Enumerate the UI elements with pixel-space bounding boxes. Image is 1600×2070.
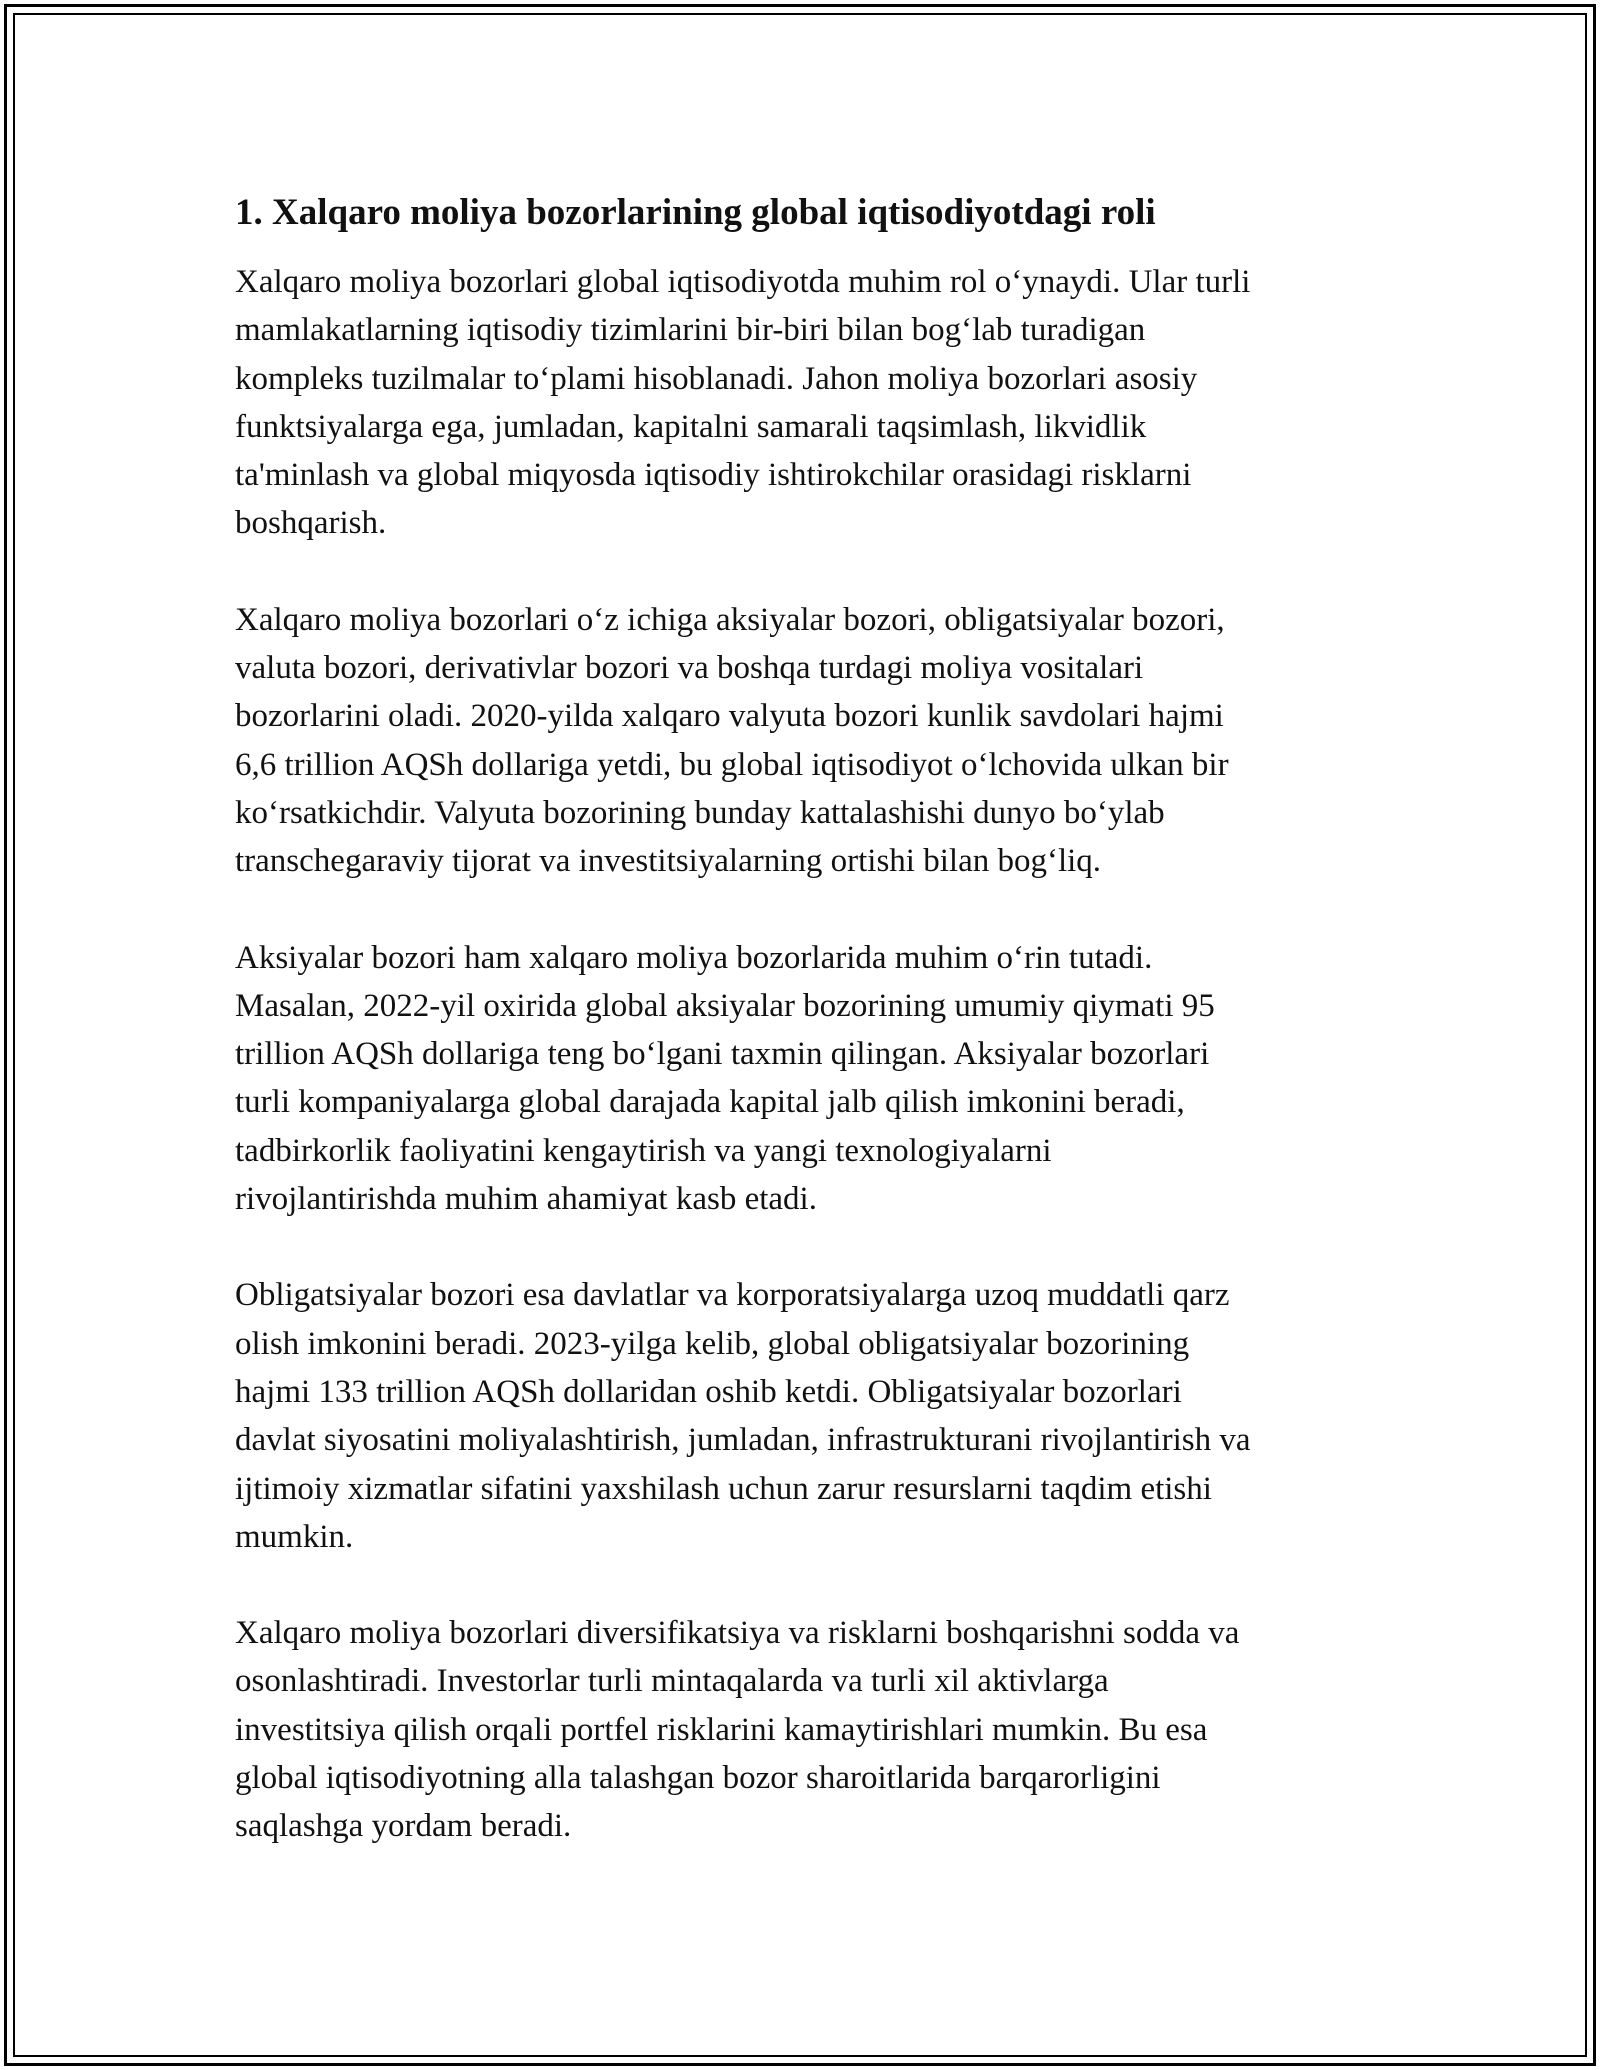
paragraph-stock-market: Aksiyalar bozori ham xalqaro moliya bozorlarida muhim o‘rin tutadi. Masalan, 2022-yil oxirida global aksiyalar bozorining umumiy qiymati 95 trillion AQSh dollariga teng bo‘lgani taxmin qilingan. Aksiyalar bozorlari turli kompaniyalarga global darajada kapital jalb qilish imkonini beradi, tadbirkorlik faoliyatini kengaytirish va yangi texnologiyalarni rivojlantirishda muhim ahamiyat kasb etadi. [235, 939, 1215, 1218]
section-title: 1. Xalqaro moliya bozorlarining global iqtisodiyotdagi roli [235, 192, 1156, 233]
document-body [235, 186, 1385, 1899]
paragraph-intro: Xalqaro moliya bozorlari global iqtisodiyotda muhim rol o‘ynaydi. Ular turli mamlakatlarning iqtisodiy tizimlarini bir-biri bilan bog‘lab turadigan kompleks tuzilmalar to‘plami hisoblanadi. Jahon moliya bozorlari asosiy funktsiyalarga ega, jumladan, kapitalni samarali taqsimlash, likvidlik ta'minlash va global miqyosda iqtisodiy ishtirokchilar orasidagi risklarni boshqarish. [235, 264, 1251, 542]
paragraph-bond-market: Obligatsiyalar bozori esa davlatlar va korporatsiyalarga uzoq muddatli qarz olish imkonini beradi. 2023-yilga kelib, global obligatsiyalar bozorining hajmi 133 trillion AQSh dollaridan oshib ketdi. Obligatsiyalar bozorlari davlat siyosatini moliyalashtirish, jumladan, infrastrukturani rivojlantirish va ijtimoiy xizmatlar sifatini yaxshilash uchun zarur resurslarni taqdim etishi mumkin. [235, 1277, 1251, 1555]
paragraph-diversification: Xalqaro moliya bozorlari diversifikatsiya va risklarni boshqarishni sodda va osonlashtiradi. Investorlar turli mintaqalarda va turli xil aktivlarga investitsiya qilish orqali portfel risklarini kamaytirishlari mumkin. Bu esa global iqtisodiyotning alla talashgan bozor sharoitlarida barqarorligini saqlashga yordam beradi. [235, 1615, 1240, 1845]
paragraph-market-types: Xalqaro moliya bozorlari o‘z ichiga aksiyalar bozori, obligatsiyalar bozori, valuta bozori, derivativlar bozori va boshqa turdagi moliya vositalari bozorlarini oladi. 2020-yilda xalqaro valyuta bozori kunlik savdolari hajmi 6,6 trillion AQSh dollariga yetdi, bu global iqtisodiyot o‘lchovida ulkan bir ko‘rsatkichdir. Valyuta bozorining bunday kattalashishi dunyo bo‘ylab transchegaraviy tijorat va investitsiyalarning ortishi bilan bog‘liq. [235, 601, 1229, 880]
